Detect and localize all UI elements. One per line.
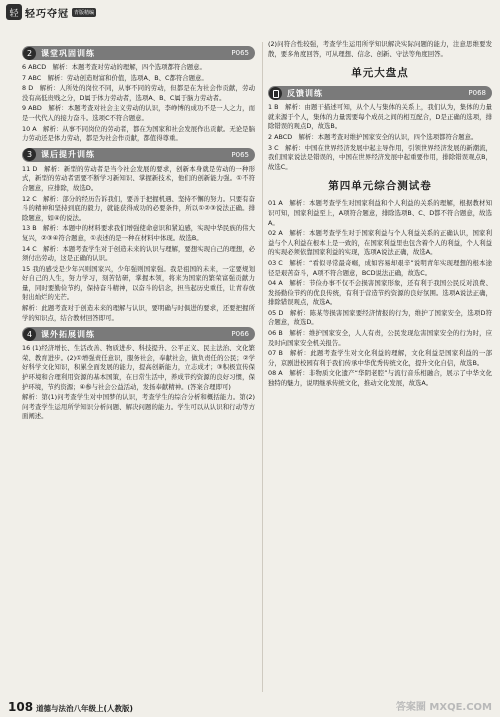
brand-logo: 轻 [6,4,22,20]
answer-item: 8 D 解析：人所处的岗位不同，从事不同的劳动，但都是在为社会作贡献，劳动没有高低贵贱之分，D属于体力劳动者，选项A、B、C属于脑力劳动者。 [22,84,255,102]
answer-item: 01 A 解析：本题考查学生对国家利益和个人利益的关系的理解，根据教材知识可知，国家利益至上，A项符合题意，排除选项B、C、D都不符合题意，故选A。 [268,199,492,227]
section-number: 3 [23,148,36,161]
section-page: P066 [231,330,249,339]
feedback-bar [268,86,492,100]
brand-tag: 青版精编 [74,9,95,16]
answer-item: 02 A 解析：本题考查学生对于国家利益与个人利益关系的正确认识，国家利益与个人利益在根本上是一致的，在国家利益里也包含着个人的利益，个人利益的实现必须依靠国家利益的实现，选项A说法正确，故选A。 [268,229,492,257]
answer-item: 16 (1)经济增长、生活改善、物质进步、科技提升、公平正义、民主法治、文化繁荣、教育进步。(2)①增强责任意识，服务社会，奉献社会，做负责任的公民；②学好科学文化知识，积累全面发展的能力，提高创新能力，立志成才；③积极宣传保护环境和合理利用资源的基本国策，在日常生活中，养成节约资源的良好习惯，保护环境，节约资源；④参与社会公益活动，发扬奉献精神。(答案合理即可) [22,344,255,391]
brand-name: 轻巧夺冠 [25,8,69,20]
section-page: P068 [468,89,486,98]
section-title: 课后提升训练 [41,150,95,160]
answer-explanation: 解析：第(1)问考查学生对中国梦的认识，考查学生的综合分析和概括能力。第(2)问考查学生运用所学知识分析问题、解决问题的能力。学生可以从认识和行动等方面阐述。 [22,393,255,421]
column-divider [262,42,263,692]
answer-item: 6 ABCD 解析：本题考查对劳动的理解，四个选项都符合题意。 [22,63,206,71]
section-bar-4 [22,327,255,341]
answer-item: 9 ABD 解析：本题考查对社会主义劳动的认识，李峥博的成功不是一人之力，而是一代代人的接力奋斗。选项C不符合题意。 [22,104,255,122]
answer-item: 11 D 解析：新型的劳动者是当今社会发展的要求，创新本身就是劳动的一种形式，新型的劳动者需要不断学习新知识、掌握新技术，他们的创新能力强。①不符合题意，应排除，故选D。 [22,164,255,192]
watermark: 答案圈 MXQE.COM [395,702,492,713]
answer-item: 04 A 解析：节俭办事不仅不会损害国家形象，还有利于我国公民反对浪费、发扬勤俭节约的优良传统，有利于营造节约资源的良好氛围。选项A说法正确，排除错误观点，故选A。 [268,279,492,307]
answer-item: 07 B 解析：此题考查学生对文化利益的理解，文化利益是国家利益的一部分，京剧进校园有利于我们传承中华优秀传统文化，提升文化自信，故选B。 [268,349,492,367]
answer-continuation: (2)问符合性较强，考查学生运用所学知识解决实际问题的能力，注意思维要发散，要多角度回答，可从理想、信念、创新、守法等角度回答。 [268,40,492,58]
answer-explanation: 解析：此题考查对于创造未来的理解与认识，要明确与时俱进的要求，还要把握所学的知识点，结合教材回答即可。 [22,304,255,322]
page-footer [8,700,133,714]
right-column [268,40,492,390]
answer-item: 08 A 解析：非物质文化遗产“华阴老腔”与流行音乐相融合，展示了中华文化独特的魅力，说明继承传统文化，推动文化发展，故选A。 [268,369,492,388]
answer-item: 1 B 解析：由题干描述可知，从个人与集体的关系上，我们认为，集体的力量就来源于个人，集体的力量需要每个成员之间的相互配合，D是正确的选项，排除错误的观点D，故选B。 [268,103,492,131]
book-title: 道德与法治八年级上(人教版) [36,704,133,713]
test-title: 第四单元综合测试卷 [328,180,432,193]
answer-item: 05 D 解析：陈某等损害国家要经济情报的行为，维护了国家安全，选项D符合题意，故选D。 [268,308,492,327]
brand-header [6,4,96,20]
section-title: 课外拓展训练 [41,329,95,339]
section-page: P065 [231,150,249,159]
answer-item: 12 C 解析：部分的经历告诉我们，要善于把握机遇、坚持不懈的努力。只要有奋斗的精神和坚持到底的毅力，就能获得成功的必要条件，所以①②③说法正确。排除题意，如④的说法。 [22,194,255,222]
answer-item: 03 C 解析：“看似寻常最奇崛，成如容易却艰辛”说明青年实现理想的根本途径是艰苦奋斗，A项不符合题意，BCD说法正确，故选C。 [268,258,492,277]
answer-item: 06 B 解析：维护国家安全，人人有责，公民发现危害国家安全的行为时，应及时向国家安全机关报告。 [268,329,492,347]
answer-item: 14 C 解析：本题考查学生对于创造未来的认识与理解，要想实现自己的理想，必须付出劳动，这是正确的认识。 [22,244,255,263]
section-number: 2 [23,47,36,60]
section-title: 反馈训练 [287,88,323,98]
answer-item: 3 C 解析：中国在世界经济发展中起主导作用，引领世界经济发展的新潮流，我们国家说法是错误的，中国在世界经济发展中起重要作用，排除错误观点B，故选C。 [268,143,492,171]
feedback-icon [269,87,282,100]
answer-item: 2 ABCD 解析：本题考查对维护国家安全的认识，四个选项都符合题意。 [268,132,478,141]
left-column [22,42,255,423]
unit-review-title: 单元大盘点 [351,67,409,80]
section-title: 课堂巩固训练 [41,48,95,58]
answer-item: 10 A 解析：从事不同岗位的劳动者，都在为国家和社会发展作出贡献。无论是脑力劳动还是体力劳动，都是为社会作贡献，都值得尊重。 [22,124,255,143]
section-page: P065 [231,49,249,57]
answer-item: 15 我的感受是少年兴则国家兴，少年强则国家强。我是祖国的未来，一定要规划好自己的人生，努力学习，刻苦钻研，掌握本领，将来为国家的繁荣富强贡献力量，同时要勤俭节约，保持奋斗精神，以奋斗的信念，担当起历史重任，让青春放射出灿烂的光芒。 [22,264,255,302]
answer-item: 7 ABC 解析：劳动创造财富和价值，选项A、B、C都符合题意。 [22,73,208,82]
page-number: 108 [8,700,34,714]
section-bar-2 [22,46,255,60]
section-bar-3 [22,148,255,162]
section-number: 4 [23,328,36,341]
answer-item: 13 B 解析：本题中的材料要求我们增强使命意识和紧迫感，实现中华民族的伟大复兴，②③④符合题意，①表述的是一种在材料中体现。故选B。 [22,224,255,242]
